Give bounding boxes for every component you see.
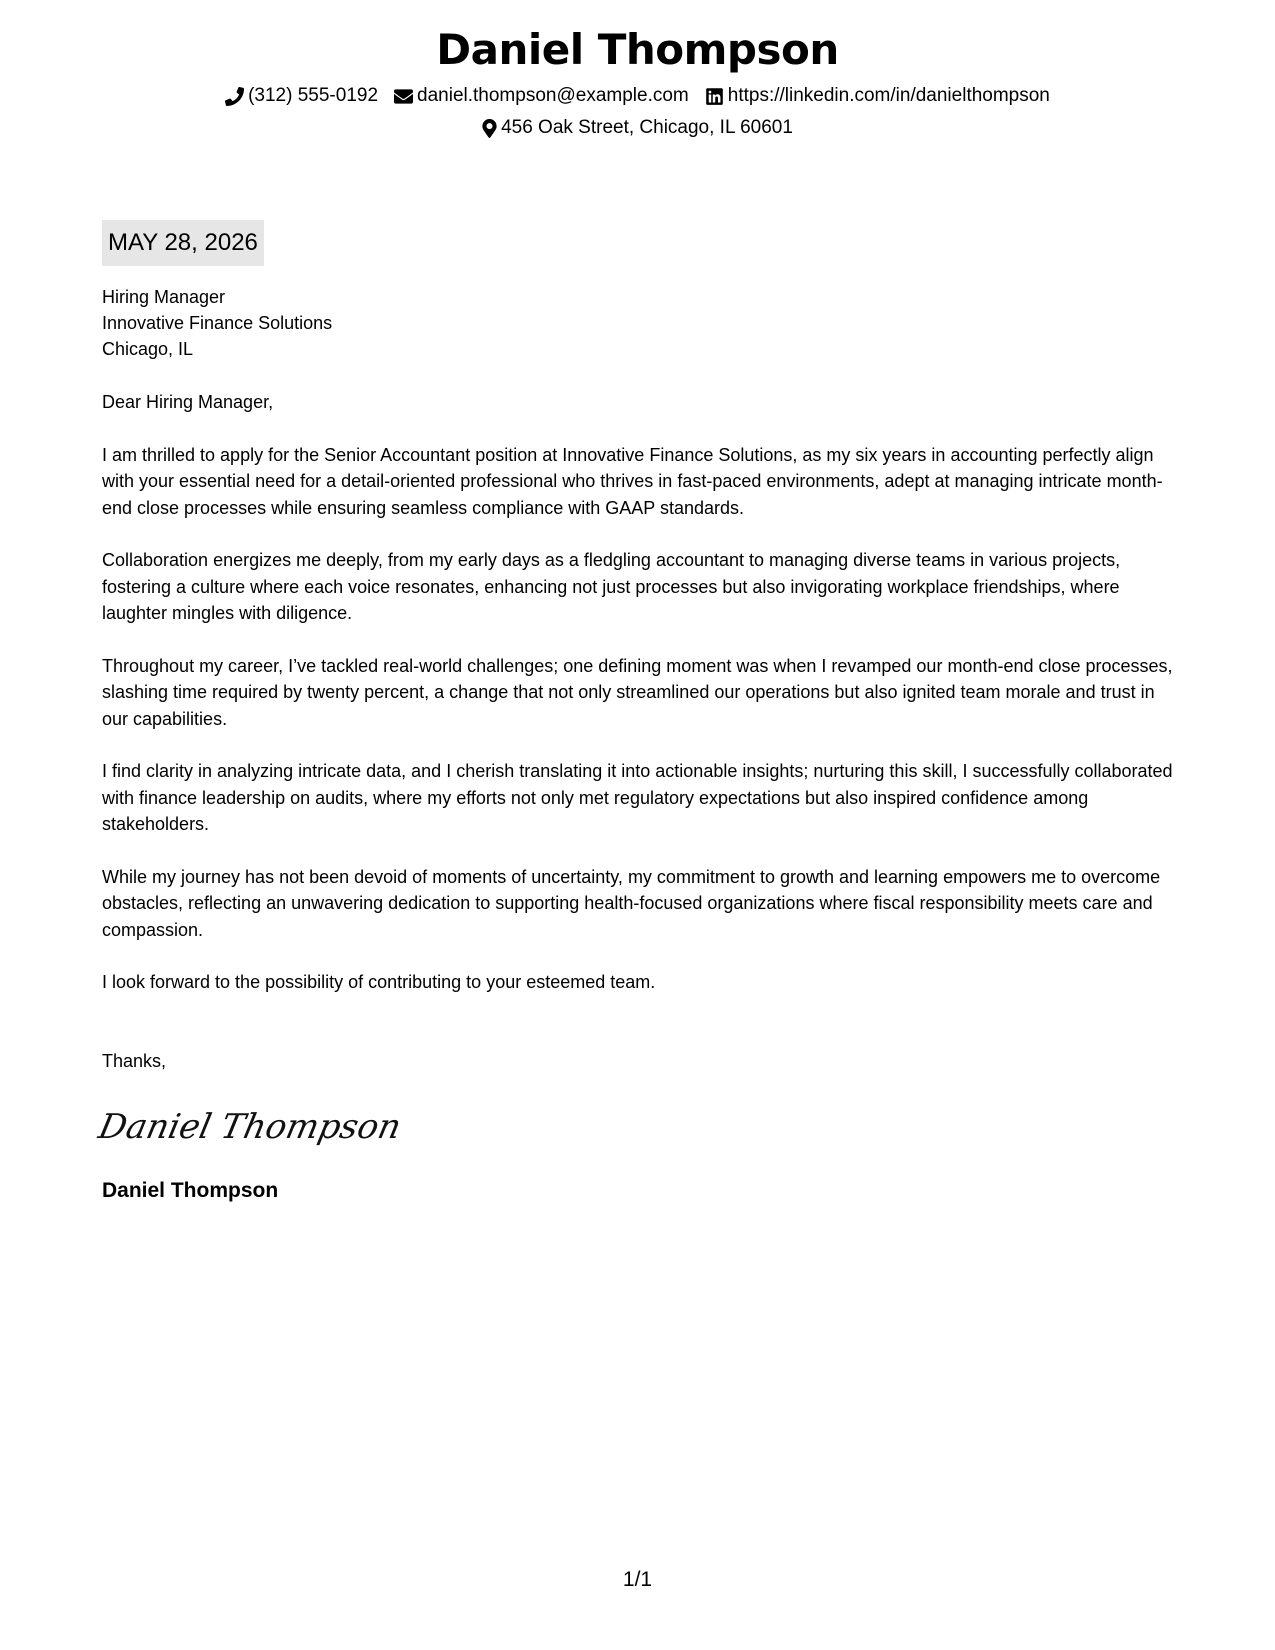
signature-text: Daniel Thompson — [95, 1107, 405, 1147]
linkedin-url[interactable]: https://linkedin.com/in/danielthompson — [727, 85, 1050, 106]
map-marker-icon — [482, 119, 497, 138]
contact-email — [394, 82, 689, 110]
phone-icon — [225, 87, 244, 106]
recipient-location: Chicago, IL — [102, 339, 194, 359]
contact-phone — [225, 82, 378, 110]
recipient-block — [102, 284, 1177, 362]
letter-body — [95, 220, 1177, 1206]
paragraph-2: Collaboration energizes me deeply, from my early days as a fledgling accountant to managing diverse teams in various projects, fostering a culture where each voice resonates, enhancing not just processes but also invigorating workplace friendships, where laughter mingles with diligence. — [102, 550, 1121, 623]
paragraph-5: While my journey has not been devoid of moments of uncertainty, my commitment to growth and learning empowers me to overcome obstacles, reflecting an unwavering dedication to supporting health-focused organizations where fiscal responsibility meets care and compassion. — [102, 866, 1161, 940]
recipient-title: Hiring Manager — [102, 287, 226, 307]
signature-image — [95, 1096, 405, 1156]
street-address: 456 Oak Street, Chicago, IL 60601 — [501, 117, 793, 138]
paragraph-3: Throughout my career, I’ve tackled real-world challenges; one defining moment was when I revamped our month-end close processes, slashing time required by twenty percent, a change that not only streamlined our operations but also ignited team morale and trust in our capabilities. — [102, 655, 1173, 729]
linkedin-icon — [705, 87, 724, 106]
paragraph-1: I am thrilled to apply for the Senior Accountant position at Innovative Finance Solutions, as my six years in accounting perfectly align with your essential need for a detail-oriented professional who thrives in fast-paced environments, adept at managing intricate month-end close processes while ensuring seamless compliance with GAAP standards. — [102, 444, 1163, 518]
letter-date: MAY 28, 2026 — [102, 220, 264, 266]
contact-row-primary — [0, 82, 1275, 110]
signer-name: Daniel Thompson — [102, 1179, 279, 1202]
envelope-icon — [394, 87, 413, 106]
contact-address — [482, 114, 793, 142]
phone-number: (312) 555-0192 — [248, 85, 379, 106]
letter-header — [0, 22, 1275, 142]
email-address: daniel.thompson@example.com — [417, 85, 689, 106]
closing: Thanks, — [102, 1050, 167, 1071]
contact-row-address — [0, 114, 1275, 142]
recipient-company: Innovative Finance Solutions — [102, 313, 333, 333]
paragraph-4: I find clarity in analyzing intricate data, and I cherish translating it into actionable insights; nurturing this skill, I successfully collaborated with finance leadership on audits, where my efforts not only met regulatory expectations but also inspired confidence among stakeholders. — [102, 761, 1173, 834]
paragraph-6: I look forward to the possibility of contributing to your esteemed team. — [102, 972, 656, 992]
page-number: 1/1 — [622, 1568, 653, 1591]
applicant-name: Daniel Thompson — [436, 25, 839, 74]
handwritten-signature — [95, 1096, 1177, 1156]
contact-linkedin — [705, 82, 1050, 110]
salutation: Dear Hiring Manager, — [102, 392, 274, 412]
